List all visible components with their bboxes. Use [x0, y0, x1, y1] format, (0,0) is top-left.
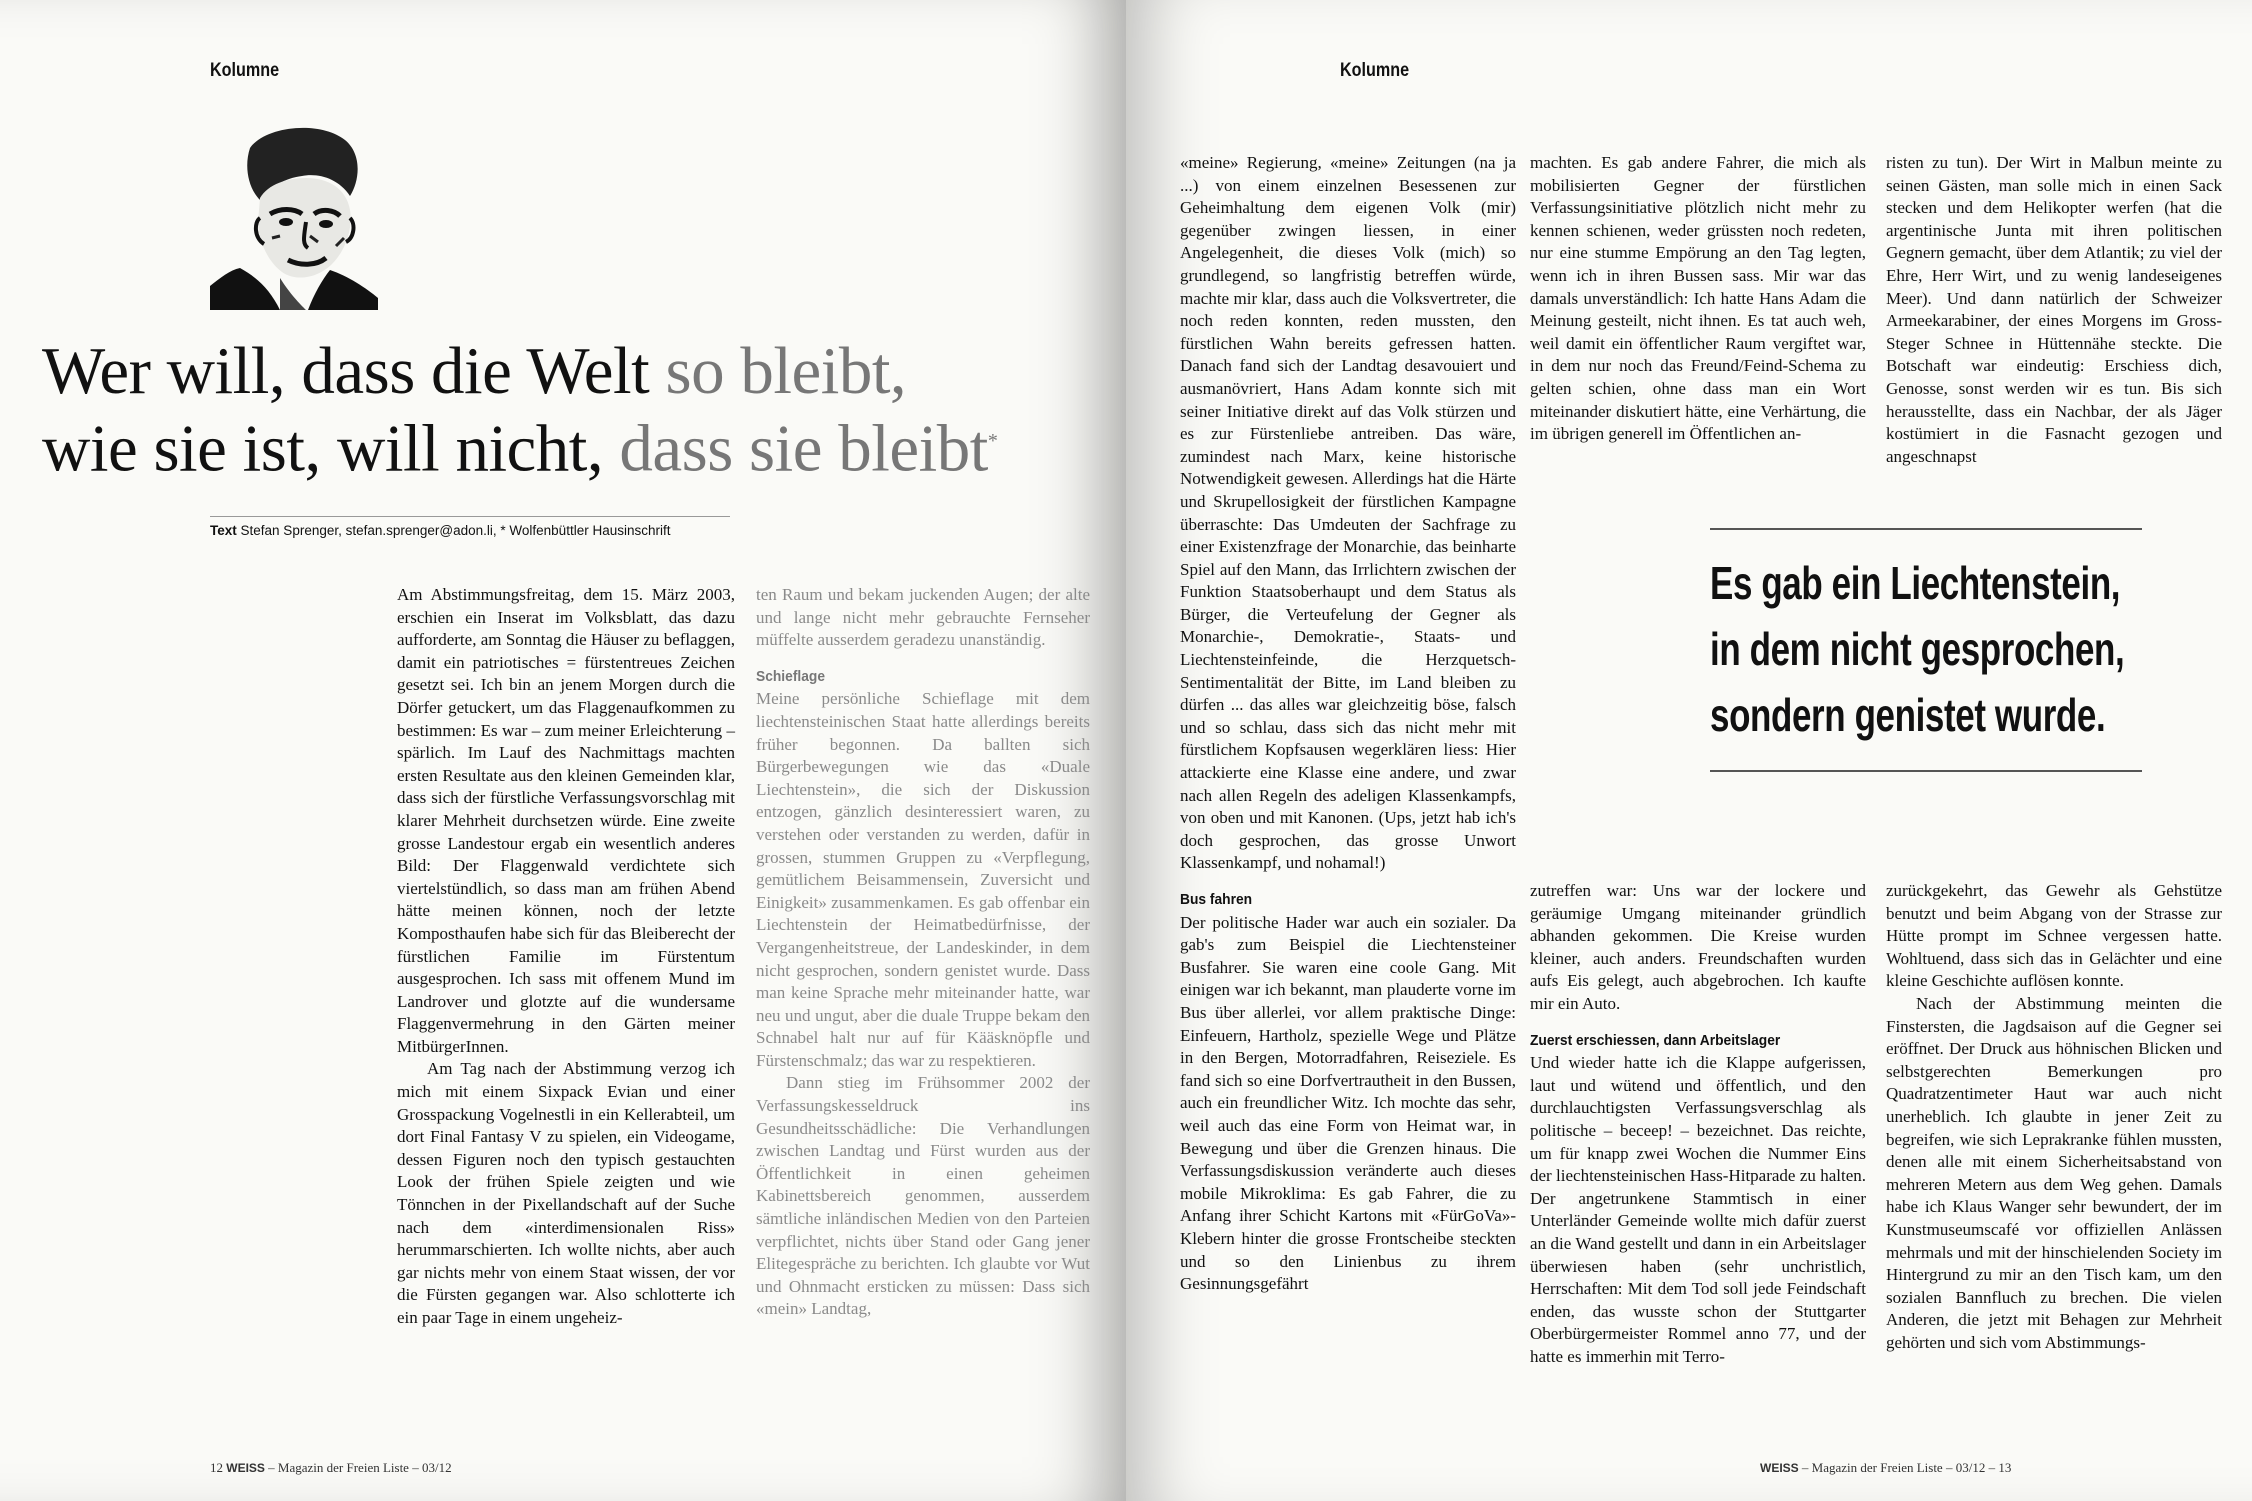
- magazine-brand: WEISS: [226, 1461, 265, 1475]
- right-column-1: [1180, 152, 1516, 1296]
- body-paragraph: Meine persönliche Schieflage mit dem liechtensteinischen Staat hatte allerdings bereits früher begonnen. Da ballten sich Bürgerbewegungen wie das «Duale Liechtenstein», die sich der Diskussion entzogen, gänzlich desinteressiert waren, zu verstehen oder verstanden zu werden, dafür in grossen, stummen Gruppen zu «Verpflegung, gemütlichem Beisammensein, Zuversicht und Einigkeit» zusammenkamen. Es gab offenbar ein Liechtenstein der Heimatbedürfnisse, der Vergangenheitstreue, der Landeskinder, in dem nicht gesprochen, sondern genistet wurde. Dass man keine Sprache mehr miteinander hatte, war neu und ungut, aber die duale Truppe bekam den Schnabel halt nur auf für Kääsknöpfle und Fürstenschmalz; das war zu respektieren.: [756, 689, 1090, 1070]
- headline-line1-dark: Wer will, dass die Welt: [42, 334, 650, 408]
- pull-quote-line: sondern genistet wurde.: [1710, 689, 2106, 741]
- body-paragraph: machten. Es gab andere Fahrer, die mich als mobilisierten Gegner der fürstlichen Verfassungsinitiative plötzlich nicht mehr zu kennen schienen, weder grüssten noch redeten, nur eine stumme Empörung an den Tag legten, wenn ich in ihren Bussen sass. Mir war das damals unverständlich: Ich hatte Hans Adam die Meinung gesteilt, nicht ihnen. Es tat auch weh, weil damit ein öffentlicher Raum vergiftet war, in dem nur noch das Freund/Feind-Schema zu gelten schien, ohne dass man ein Wort miteinander diskutiert hätte, eine Verhärtung, die im übrigen generell im Öffentlichen an-: [1530, 153, 1866, 444]
- body-paragraph: Der politische Hader war auch ein sozialer. Da gab's zum Beispiel die Liechtensteiner Busfahrer. Sie waren eine coole Gang. Mit einigen war ich bekannt, man plauderte vorne im Bus über allerlei, vor allem praktische Dinge: Einfeuern, Hartholz, spezielle Wege und Plätze in den Bergen, Motorradfahren, Reiseziele. Es fand sich so eine Dorfvertrautheit in den Bussen, auch ein freundlicher Witz. Ich mochte das sehr, weil auch das eine Form von Heimat war, in Bewegung und über die Grenzen hinaus. Die Verfassungsdiskussion veränderte auch dieses mobile Mikroklima: Es gab Fahrer, die zu Anfang ihrer Schicht Kartons mit «FürGoVa»-Klebern hinter die grosse Frontscheibe steckten und so den Linienbus zu ihrem Gesinnungsgefährt: [1180, 912, 1516, 1294]
- article-headline: [42, 334, 1112, 486]
- section-label: Kolumne: [210, 60, 280, 81]
- headline-line2-gray: dass sie bleibt: [619, 411, 988, 486]
- footer-text: – Magazin der Freien Liste – 03/12 –: [1801, 1460, 1996, 1475]
- pull-quote-line: in dem nicht gesprochen,: [1710, 623, 2125, 675]
- subheading: Bus fahren: [1180, 891, 1253, 908]
- right-column-3-top: [1886, 152, 2222, 468]
- subheading: Schieflage: [756, 667, 826, 685]
- page-number: 12: [210, 1460, 223, 1475]
- body-paragraph: risten zu tun). Der Wirt in Malbun meinte zu seinen Gästen, man solle mich in einen Sack stecken und dem Helikopter werfen (hat die argentinische Junta mit ihren politischen Gegnern gemacht, über dem Atlantik; zu viel der Ehre, Herr Wirt, und zu wenig landeseigenes Meer). Und dann natürlich der Schweizer Armeekarabiner, der eines Morgens im Gross-Steger Schnee in Hüttennähe steckte. Die Botschaft war eindeutig: Erschiess dich, Genosse, sonst werden wir es tun. Bis sich herausstellte, dass ein Nachbar, der als Jäger kostümiert in die Fasnacht gezogen und angeschnapst: [1886, 153, 2222, 466]
- byline-label: Text: [210, 523, 237, 538]
- body-paragraph: zurückgekehrt, das Gewehr als Gehstütze benutzt und beim Abgang von der Strasse zur Hütte prompt im Schnee vergessen hatte. Wohltuend, dass sich das in Gelächter und eine kleine Geschichte auflösen konnte.: [1886, 881, 2222, 991]
- body-paragraph: Nach der Abstimmung meinten die Finstersten, die Jagdsaison auf die Gegner sei eröffnet. Der Druck aus höhnischen Blicken und selbstgerechten Bemerkungen pro Quadratzentimeter Haut war auch nicht unerheblich. Ich glaubte in jener Zeit zu begreifen, wie sich Leprakranke fühlen mussten, denen alle mit einem Sicherheitsabstand von mehreren Metern aus dem Weg gehen. Damals habe ich Klaus Wanger sehr bewundert, der im Kunstmuseumscafé vor offiziellen Anlässen mehrmals und mit der hinschielenden Society im Hintergrund zu mir an den Tisch kam, um den sozialen Bannfluch zu brechen. Die vielen Anderen, die jetzt mit Behagen zur Mehrheit gehörten und sich vom Abstimmungs-: [1886, 993, 2222, 1352]
- subheading: Zuerst erschiessen, dann Arbeitslager: [1530, 1031, 1781, 1049]
- page-footer: [1760, 1460, 2011, 1476]
- body-paragraph: Am Abstimmungsfreitag, dem 15. März 2003, erschien ein Inserat im Volksblatt, das dazu aufforderte, am Sonntag die Häuser zu beflaggen, damit ein patriotisches = fürstentreues Zeichen gesetzt sei. Ich bin an jenem Morgen durch die Dörfer getuckert, um das Flaggenaufkommen zu bestimmen: Es war – zum meiner Erleichterung – spärlich. Im Lauf des Nachmittags machten ersten Resultate aus den kleinen Gemeinden klar, dass sich der fürstliche Verfassungsvorschlag mit klarer Mehrheit durchsetzen würde. Eine zweite grosse Landestour ergab ein wesentlich anderes Bild: Der Flaggenwald verdichtete sich viertelstündlich, so dass man am frühen Abend hätte meinen können, noch der letzte Komposthaufen habe sich für das Bleiberecht der fürstlichen Familie im Fürstentum ausgesprochen. Ich sass mit offenem Mund im Landrover und glotzte auf die wundersame Flaggenvermehrung in den Gärten meiner MitbürgerInnen.: [397, 585, 735, 1056]
- page-number: 13: [1998, 1460, 2012, 1475]
- footer-text: – Magazin der Freien Liste – 03/12: [268, 1460, 452, 1475]
- byline: [210, 523, 670, 538]
- pull-quote: [1710, 528, 2142, 772]
- right-column-3-bottom: [1886, 880, 2222, 1354]
- body-paragraph: Am Tag nach der Abstimmung verzog ich mich mit einem Sixpack Evian und einer Grosspackung Vogelnestli in ein Kellerabteil, um dort Final Fantasy V zu spielen, ein Videogame, dessen Figuren noch den typisch gestauchten Look der frühen Spiele zeigten und wie Tönnchen in der Pixellandschaft auf der Suche nach dem «interdimensionalen Riss» herummarschierten. Ich wollte nichts, aber auch gar nichts mehr von einem Staat wissen, der vor die Fürsten gegangen war. Also schlotterte ich ein paar Tage in einem ungeheiz-: [397, 1059, 735, 1327]
- headline-asterisk: *: [987, 430, 998, 452]
- pull-quote-line: Es gab ein Liechtenstein,: [1710, 557, 2121, 609]
- body-paragraph: Und wieder hatte ich die Klappe aufgerissen, laut und wütend und öffentlich, und den durchlauchtigsten Verfassungsverschlag als politische – beceep! – bezeichnet. Das reichte, um für knapp zwei Wochen die Nummer Eins der liechtensteinischen Hass-Hitparade zu halten. Der angetrunkene Stammtisch in einer Unterländer Gemeinde wollte mich dafür zuerst an die Wand gestellt und dann in ein Arbeitslager überwiesen haben (sehr unchristlich, Herrschaften: Mit dem Tod soll jede Feindschaft enden, das wusste schon der Stuttgarter Oberbürgermeister Rommel anno 77, und der hatte es immerhin mit Terro-: [1530, 1053, 1866, 1366]
- byline-text: Stefan Sprenger, stefan.sprenger@adon.li, * Wolfenbüttler Hausinschrift: [240, 523, 671, 538]
- body-paragraph: Dann stieg im Frühsommer 2002 der Verfassungskesseldruck ins Gesundheitsschädliche: Die Verhandlungen zwischen Landtag und Fürst wurden aus der Öffentlichkeit in einen geheimen Kabinettsbereich genommen, ausserdem sämtliche inländischen Medien von den Parteien verpflichtet, nichts über Stand oder Gang jener Elitegespräche zu berichten. Ich glaubte vor Wut und Ohnmacht ersticken zu müssen: Dass sich «mein» Landtag,: [756, 1073, 1090, 1319]
- headline-line1-gray: so bleibt,: [665, 334, 907, 408]
- right-column-2-top: [1530, 152, 1866, 446]
- left-column-2: [756, 584, 1090, 1321]
- body-paragraph: zutreffen war: Uns war der lockere und geräumige Umgang miteinander gründlich abhanden gekommen. Die Kreise wurden kleiner, auch anders. Freundschaften wurden aufs Eis gelegt, auch abgebrochen. Ich kaufte mir ein Auto.: [1530, 881, 1866, 1013]
- magazine-brand: WEISS: [1760, 1461, 1799, 1475]
- page-footer: [210, 1460, 452, 1476]
- byline-rule: [210, 516, 730, 517]
- section-label: Kolumne: [1340, 60, 1410, 81]
- left-column-1: [397, 584, 735, 1330]
- headline-line2-dark: wie sie ist, will nicht,: [42, 411, 604, 486]
- body-paragraph: «meine» Regierung, «meine» Zeitungen (na ja ...) von einem einzelnen Besessenen zur Geheimhaltung dem eigenen Volk (mir) gegenüber zwingen liessen, in einer Angelegenheit, die dieses Volk (mich) so grundlegend, so langfristig betreffen würde, machte mir klar, dass auch die Volksvertreter, die noch reden konnten, reden mussten, den fürstlichen Wahn bereits gefressen hatten. Danach fand sich der Landtag desavouiert und ausmanövriert, Hans Adam konnte sich mit seiner Initiative direkt auf das Volk stürzen und es zur Fürstenliebe antreiben. Das wäre, zumindest nach Marx, keine historische Notwendigkeit gewesen. Allerdings hat die Härte und Skrupellosigkeit der fürstlichen Kampagne überraschte: Das Umdeuten der Sachfrage zu einer Existenzfrage der Monarchie, das beinharte Spiel auf den Mann, das Irrlichtern zwischen der Funktion Staatsoberhaupt und dem Status als Bürger, die Verteufelung der Gegner als Monarchie-, Demokratie-, Staats- und Liechtensteinfeinde, die Herzquetsch-Sentimentalität der Bitte, im Land bleiben zu dürfen ... das alles war gleichzeitig böse, falsch und so schlau, dass sich das nicht mehr mit fürstlichem Kopfsausen wegerklären liess: Hier attackierte eine Klasse eine andere, und zwar nach allen Regeln des adeligen Klassenkampfs, von oben und mit Kanonen. (Ups, jetzt hab ich's doch gesprochen, das grosse Unwort Klassenkampf, und nohamal!): [1180, 153, 1516, 873]
- right-column-2-bottom: [1530, 880, 1866, 1368]
- author-portrait: [210, 118, 378, 310]
- body-paragraph: ten Raum und bekam juckenden Augen; der alte und lange nicht mehr gebrauchte Fernseher müffelte ausserdem geradezu unanständig.: [756, 585, 1090, 650]
